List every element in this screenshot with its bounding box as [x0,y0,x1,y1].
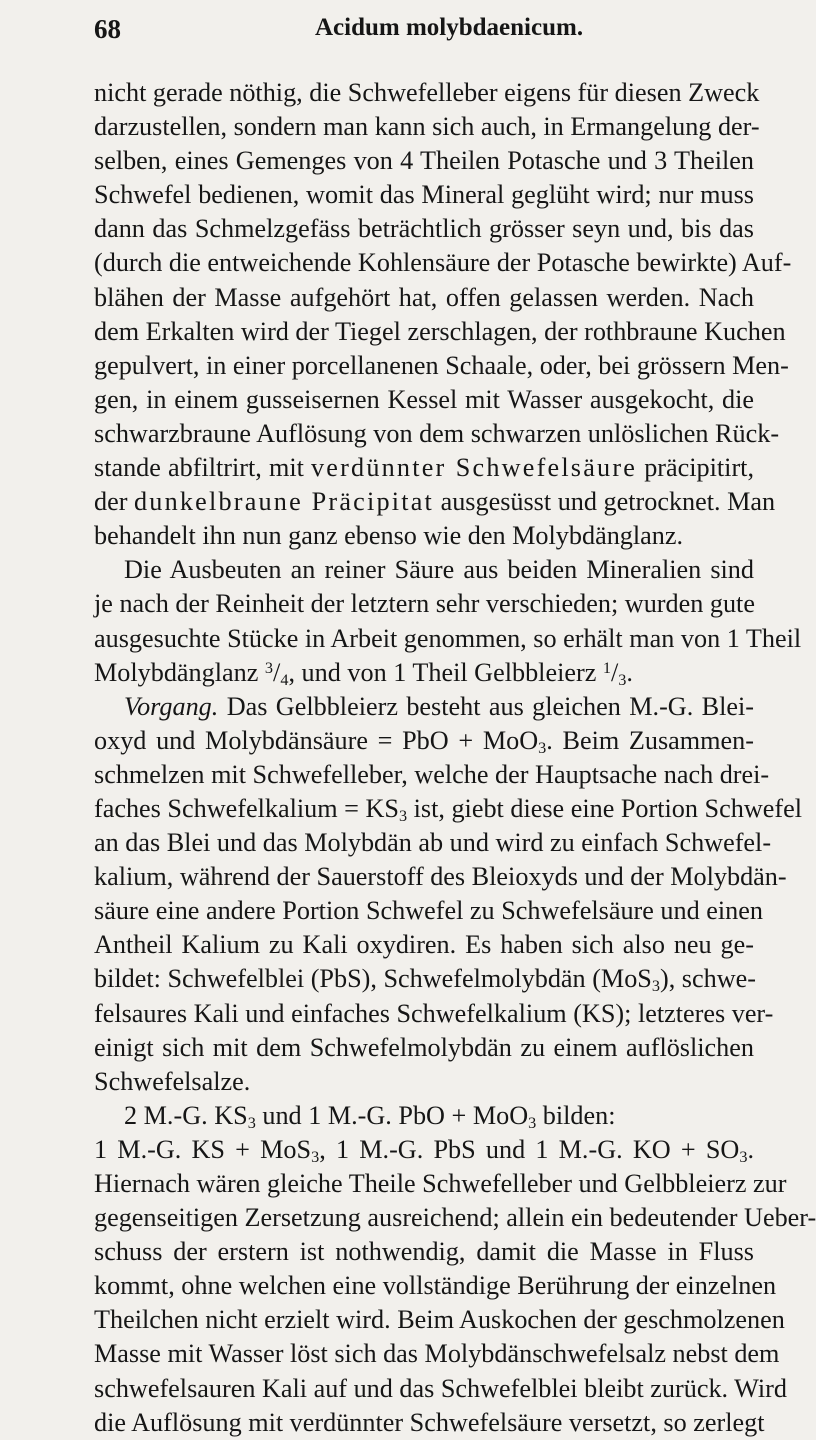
fraction-denominator: 4 [280,670,289,689]
subscript: 3 [311,1147,320,1166]
text-segment: , und von 1 Theil Gelbbleierz [288,657,603,687]
text-line: je nach der Reinheit der letztern sehr verschieden; wurden gute [94,589,755,619]
text-line: felsaures Kali und einfaches Schwefelkalium (KS); letzteres ver- [94,998,774,1028]
fraction-numerator: 1 [602,658,611,677]
text-segment: , 1 M.-G. PbS und 1 M.-G. KO + SO [319,1134,740,1164]
text-line: blähen der Masse aufgehört hat, offen gelassen werden. Nach [94,282,754,312]
subscript: 3 [739,1147,748,1166]
text-line: selben, eines Gemenges von 4 Theilen Potasche und 3 Theilen [94,146,754,176]
text-segment: stande abfiltrirt, mit [94,453,312,483]
text-line: dann das Schmelzgefäss beträchtlich grösser seyn und, bis das [94,214,754,244]
text-line: (durch die entweichende Kohlensäure der Potasche bewirkte) Auf- [94,248,792,278]
text-line: Theilchen nicht erzielt wird. Beim Auskochen der geschmolzenen [94,1305,785,1335]
page-header [94,14,744,54]
text-line: kalium, während der Sauerstoff des Bleioxyds und der Molybdän- [94,862,787,892]
text-segment: faches Schwefelkalium = KS [94,793,399,823]
text-segment: oxyd und Molybdänsäure = PbO + MoO [94,725,539,755]
text-line: Hiernach wären gleiche Theile Schwefelleber und Gelbbleierz zur [94,1169,787,1198]
text-line: schwefelsauren Kali auf und das Schwefelblei bleibt zurück. Wird [94,1373,787,1403]
subscript: 3 [398,807,408,826]
subscript: 3 [247,1113,256,1132]
body-text [94,76,816,1440]
text-line: Schwefel bedienen, womit das Mineral geglüht wird; nur muss [94,180,754,210]
text-line [94,792,802,826]
text-line: Masse mit Wasser löst sich das Molybdänschwefelsalz nebst dem [94,1339,780,1369]
text-segment: ist, giebt diese eine Portion Schwefel [407,793,802,823]
text-line: schwarzbraune Auflösung von dem schwarzen unlöslichen Rück- [94,418,780,448]
spaced-emphasis: dunkelbraune Präcipitat [134,487,435,517]
text-segment: 2 M.-G. KS [124,1100,248,1130]
text-line: säure eine andere Portion Schwefel zu Schwefelsäure und einen [94,896,763,926]
text-line: schmelzen mit Schwefelleber, welche der Hauptsache nach drei- [94,759,770,789]
text-segment: . Beim Zusammen- [546,725,754,755]
text-line: Antheil Kalium zu Kali oxydiren. Es haben sich also neu ge- [94,930,754,960]
text-line: Schwefelsalze. [94,1066,251,1096]
subscript: 3 [538,738,547,757]
text-line: schuss der erstern ist nothwendig, damit die Masse in Fluss [94,1237,754,1267]
text-line: kommt, ohne welchen eine vollständige Berührung der einzelnen [94,1271,777,1301]
subscript: 3 [528,1113,537,1132]
text-line: Die Ausbeuten an reiner Säure aus beiden Mineralien sind [124,555,754,585]
text-segment: bilden: [536,1100,616,1130]
text-line: an das Blei und das Molybdän ab und wird zu einfach Schwefel- [94,828,772,858]
formula-line [94,1099,754,1133]
fraction-numerator: 3 [264,658,274,677]
text-segment: präcipitirt, [637,453,754,483]
spaced-emphasis: verdünnter Schwefelsäure [311,453,638,483]
text-line: einigt sich mit dem Schwefelmolybdän zu einem auflöslichen [94,1032,754,1062]
text-line: behandelt ihn nun ganz ebenso wie den Molybdänglanz. [94,521,684,551]
text-line: darzustellen, sondern man kann sich auch, in Ermangelung der- [94,112,760,142]
text-segment: 1 M.-G. KS + MoS [94,1134,312,1164]
text-line [94,690,754,724]
fraction-denominator: 3 [618,670,627,689]
text-line: dem Erkalten wird der Tiegel zerschlagen, der rothbraune Kuchen [94,316,786,346]
text-line: ausgesuchte Stücke in Arbeit genommen, so erhält man von 1 Theil [94,623,802,653]
formula-line [94,1133,754,1167]
text-line: die Auflösung mit verdünnter Schwefelsäure versetzt, so zerlegt [94,1407,765,1437]
text-line [94,724,754,758]
page-number: 68 [94,14,121,44]
text-segment: Das Gelbbleierz besteht aus gleichen M.-G. Blei- [218,691,754,721]
text-line: gen, in einem gusseisernen Kessel mit Wasser ausgekocht, die [94,384,754,414]
text-segment: . [747,1134,754,1164]
text-segment: der [94,487,134,517]
text-segment: ), schwe- [659,964,756,994]
text-line [94,485,776,519]
running-title: Acidum molybdaenicum. [315,14,584,41]
text-segment: und 1 M.-G. PbO + MoO [255,1100,529,1130]
text-line [94,962,754,996]
text-line [94,451,754,485]
text-line [94,656,754,690]
text-line: gegenseitigen Zersetzung ausreichend; allein ein bedeutender Ueber- [94,1203,816,1233]
text-segment: ausgesüsst und getrocknet. Man [434,487,776,517]
text-segment: bildet: Schwefelblei (PbS), Schwefelmolybdän (MoS [94,964,652,994]
italic-heading: Vorgang. [124,691,219,721]
text-line: gepulvert, in einer porcellanenen Schaale, oder, bei grössern Men- [94,350,789,380]
text-segment: . [626,657,633,687]
subscript: 3 [651,977,660,996]
text-line: nicht gerade nöthig, die Schwefelleber eigens für diesen Zweck [94,78,760,107]
fraction-slash: / [611,657,619,687]
fraction-slash: / [273,657,281,687]
text-segment: Molybdänglanz [94,657,265,687]
